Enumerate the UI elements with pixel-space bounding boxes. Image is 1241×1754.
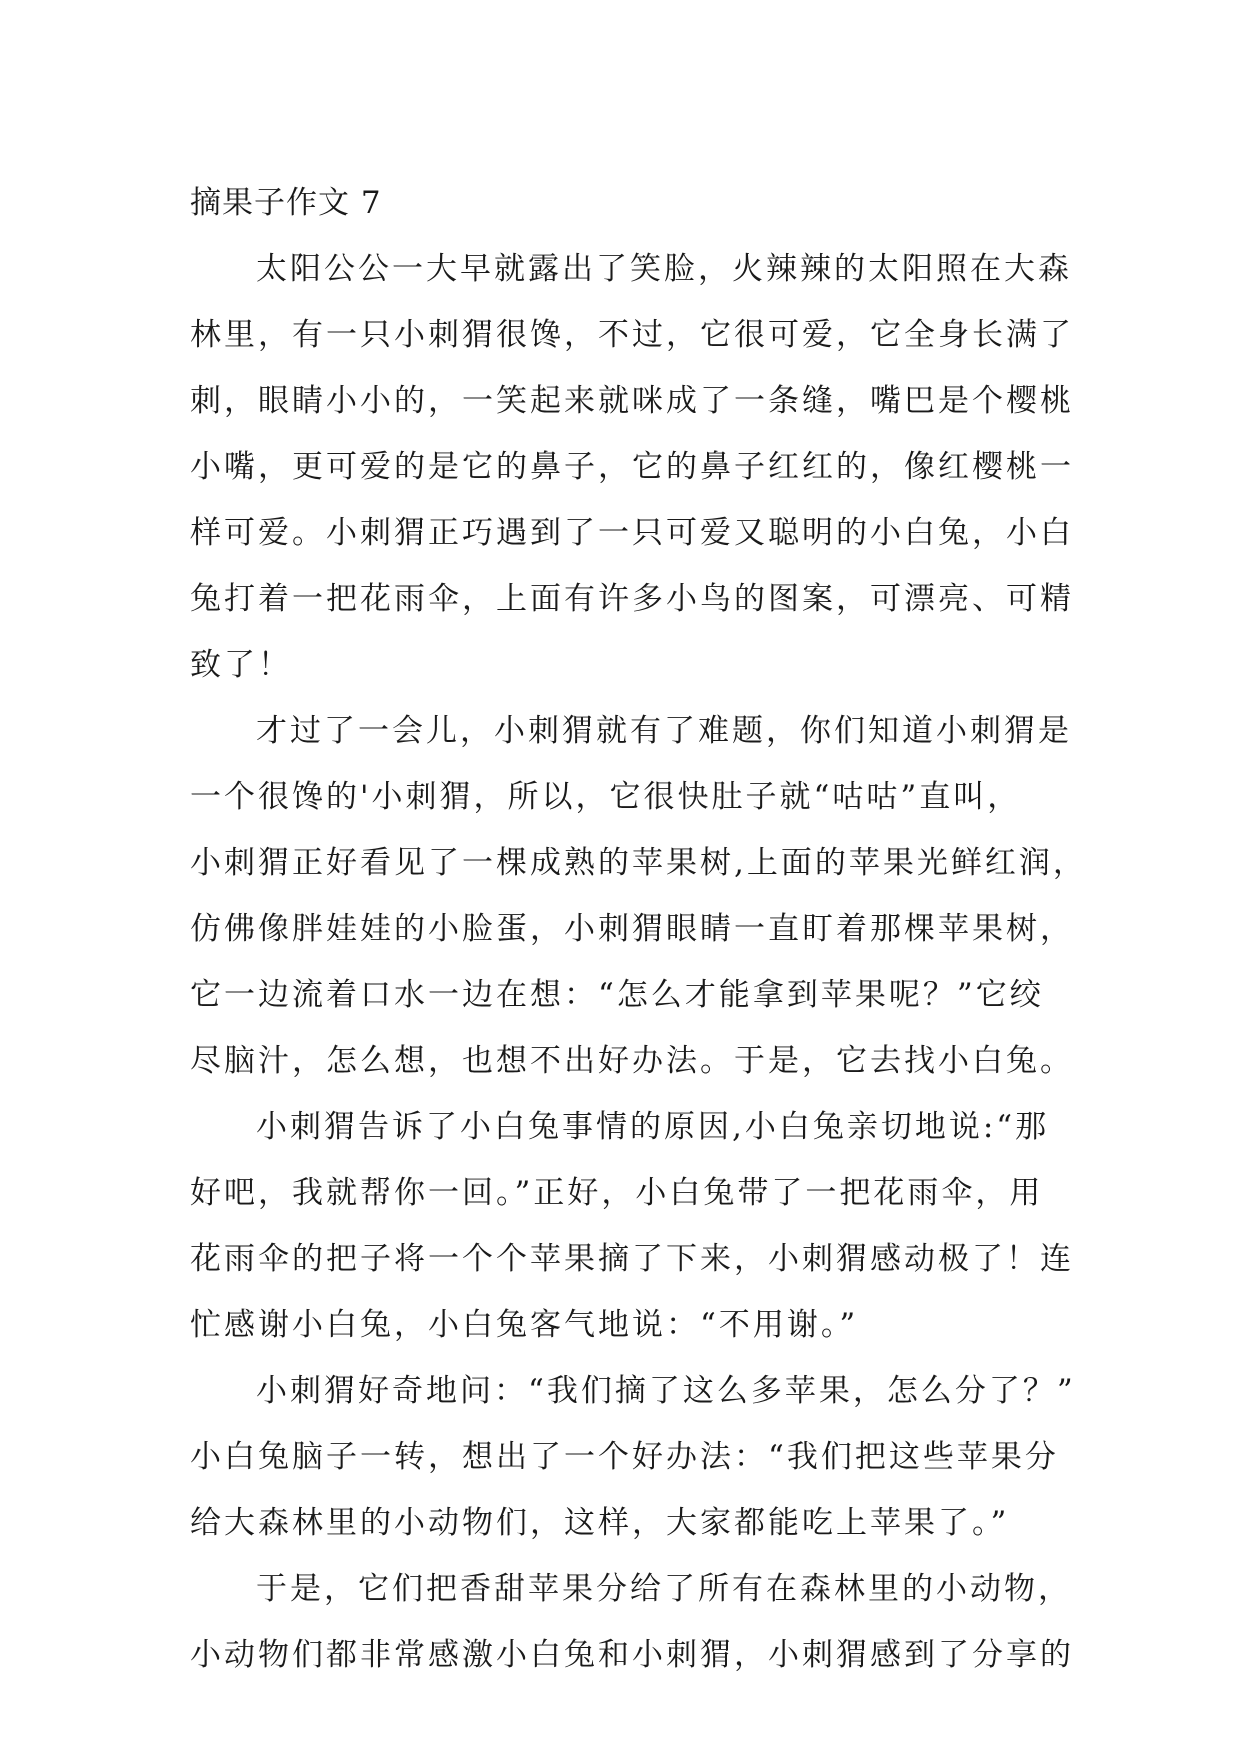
paragraph-1 bbox=[190, 236, 1074, 698]
document-title: 摘果子作文 7 bbox=[190, 185, 382, 221]
paragraph-line: 小动物们都非常感激小白兔和小刺猬，小刺猬感到了分享的 bbox=[190, 1637, 1074, 1673]
paragraph-line: 小白兔脑子一转，想出了一个好办法：“我们把这些苹果分 bbox=[190, 1439, 1059, 1475]
paragraph-line: 兔打着一把花雨伞，上面有许多小鸟的图案，可漂亮、可精 bbox=[190, 581, 1074, 617]
paragraph-4 bbox=[190, 1358, 1076, 1556]
paragraph-line: 才过了一会儿，小刺猬就有了难题，你们知道小刺猬是 bbox=[256, 713, 1072, 749]
document-body bbox=[190, 170, 1087, 1688]
paragraph-3 bbox=[190, 1094, 1074, 1358]
paragraph-line: 致了！ bbox=[190, 647, 292, 683]
paragraph-line: 刺，眼睛小小的，一笑起来就咪成了一条缝，嘴巴是个樱桃 bbox=[190, 383, 1074, 419]
paragraph-line: 尽脑汁，怎么想，也想不出好办法。于是，它去找小白兔。 bbox=[190, 1043, 1074, 1079]
paragraph-line: 小嘴，更可爱的是它的鼻子，它的鼻子红红的，像红樱桃一 bbox=[190, 449, 1074, 485]
paragraph-line: 小刺猬好奇地问：“我们摘了这么多苹果，怎么分了？” bbox=[256, 1373, 1076, 1409]
paragraph-line: 花雨伞的把子将一个个苹果摘了下来，小刺猬感动极了！连 bbox=[190, 1241, 1074, 1277]
paragraph-line: 样可爱。小刺猬正巧遇到了一只可爱又聪明的小白兔，小白 bbox=[190, 515, 1074, 551]
paragraph-5 bbox=[190, 1556, 1074, 1688]
paragraph-2 bbox=[190, 698, 1087, 1094]
paragraph-line: 太阳公公一大早就露出了笑脸，火辣辣的太阳照在大森 bbox=[256, 251, 1072, 287]
paragraph-line: 给大森林里的小动物们，这样，大家都能吃上苹果了。” bbox=[190, 1505, 1010, 1541]
paragraph-line: 仿佛像胖娃娃的小脸蛋，小刺猬眼睛一直盯着那棵苹果树， bbox=[190, 911, 1074, 947]
paragraph-line: 一个很馋的'小刺猬，所以，它很快肚子就“咕咕”直叫， bbox=[190, 779, 1022, 815]
paragraph-line: 小刺猬正好看见了一棵成熟的苹果树,上面的苹果光鲜红润， bbox=[190, 845, 1087, 881]
paragraph-line: 好吧，我就帮你一回。”正好，小白兔带了一把花雨伞，用 bbox=[190, 1175, 1044, 1211]
paragraph-line: 忙感谢小白兔，小白兔客气地说：“不用谢。” bbox=[190, 1307, 859, 1343]
paragraph-line: 于是，它们把香甜苹果分给了所有在森林里的小动物， bbox=[256, 1571, 1072, 1607]
paragraph-line: 它一边流着口水一边在想：“怎么才能拿到苹果呢？”它绞 bbox=[190, 977, 1044, 1013]
paragraph-line: 林里，有一只小刺猬很馋，不过，它很可爱，它全身长满了 bbox=[190, 317, 1074, 353]
paragraph-line: 小刺猬告诉了小白兔事情的原因,小白兔亲切地说:“那 bbox=[256, 1109, 1050, 1145]
